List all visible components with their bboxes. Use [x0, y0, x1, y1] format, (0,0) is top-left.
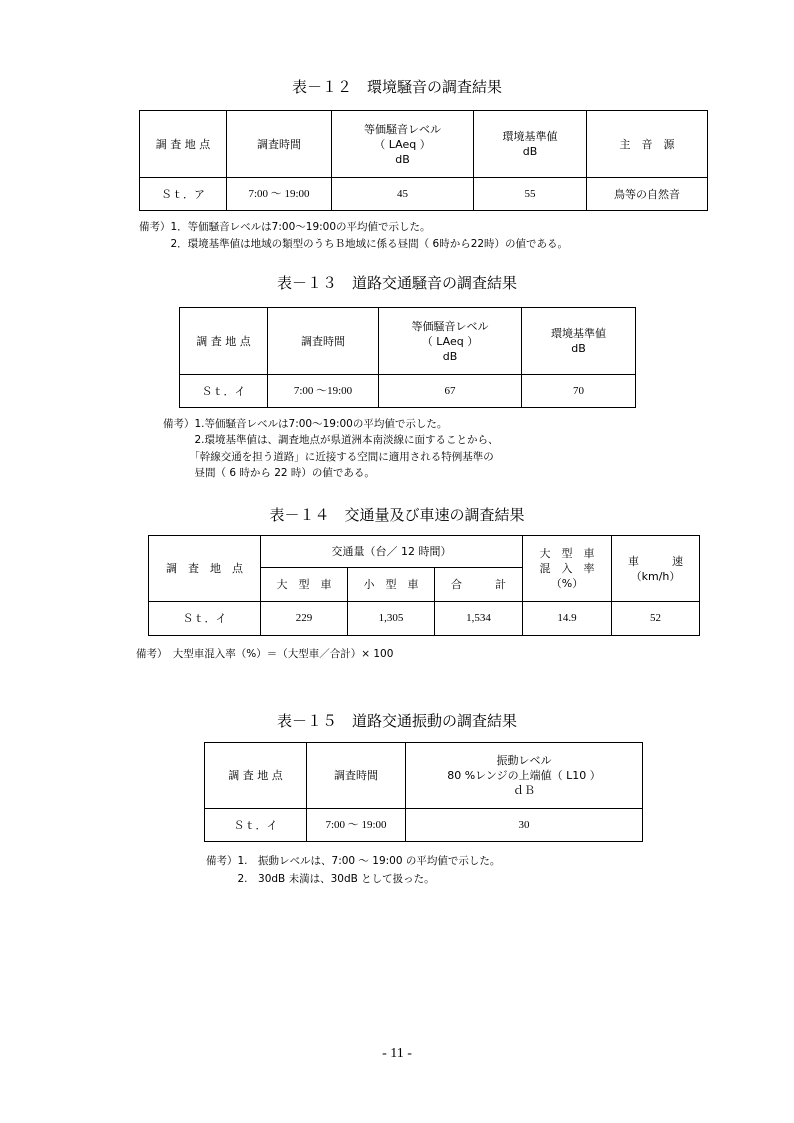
table14-header-large: 大 型 車 — [261, 568, 348, 602]
table12-cell-standard: 55 — [474, 178, 587, 211]
table12-title: 表－１２ 環境騒音の調査結果 — [291, 78, 502, 96]
table15-header-site: 調 査 地 点 — [205, 743, 307, 809]
table13-header-standard: 環境基準値 dB — [522, 308, 636, 375]
table14-cell-total: 1,534 — [435, 602, 523, 636]
table14 — [148, 535, 700, 636]
table14-header-total: 合 計 — [435, 568, 523, 602]
table13 — [179, 307, 636, 408]
table15 — [204, 742, 643, 842]
table13-cell-level: 67 — [379, 375, 522, 408]
table13-note-4: 昼間（ 6 時から 22 時）の値である。 — [163, 467, 375, 479]
table13-header-time: 調査時間 — [268, 308, 379, 375]
table13-cell-site: Ｓｔ．イ — [180, 375, 268, 408]
table14-header-site: 調 査 地 点 — [149, 536, 261, 602]
table15-title: 表－１５ 道路交通振動の調査結果 — [276, 712, 517, 730]
table12-cell-level: 45 — [332, 178, 474, 211]
table15-cell-time: 7:00 ～ 19:00 — [307, 809, 406, 842]
table13-note-3: 「幹線交通を担う道路」に近接する空間に適用される特例基準の — [163, 451, 494, 463]
table12-cell-time: 7:00 ～ 19:00 — [227, 178, 332, 211]
table14-header-ratio: 大 型 車 混 入 率 （%） — [523, 536, 612, 602]
table14-header-volume: 交通量（台／ 12 時間） — [261, 536, 523, 568]
table13-title: 表－１３ 道路交通騒音の調査結果 — [276, 274, 517, 292]
table13-note-2: 2.環境基準値は、調査地点が県道洲本南淡線に面することから、 — [163, 434, 499, 446]
table15-cell-level: 30 — [406, 809, 643, 842]
table14-cell-ratio: 14.9 — [523, 602, 612, 636]
table13-cell-standard: 70 — [522, 375, 636, 408]
table14-note: 備考） 大型車混入率（%）＝（大型車／合計）× 100 — [136, 648, 394, 660]
table13-cell-time: 7:00 ～19:00 — [268, 375, 379, 408]
table15-note-2: 2. 30dB 未満は、30dB として扱った。 — [206, 873, 435, 885]
table12-header-standard: 環境基準値 dB — [474, 111, 587, 178]
table12-header-site: 調 査 地 点 — [140, 111, 227, 178]
table14-cell-small: 1,305 — [348, 602, 435, 636]
table14-cell-large: 229 — [261, 602, 348, 636]
table12-header-source: 主 音 源 — [587, 111, 708, 178]
page-number: - 11 - — [382, 1046, 412, 1061]
table12-header-time: 調査時間 — [227, 111, 332, 178]
table12 — [139, 110, 708, 211]
table12-note-1: 備考）1．等価騒音レベルは7:00～19:00の平均値で示した。 — [139, 221, 431, 233]
table13-note-1: 備考）1.等価騒音レベルは7:00～19:00の平均値で示した。 — [163, 418, 448, 430]
table14-cell-site: Ｓｔ．イ — [149, 602, 261, 636]
table15-note-1: 備考）1. 振動レベルは、7:00 ～ 19:00 の平均値で示した。 — [206, 855, 501, 867]
table15-header-level: 振動レベル 80 %レンジの上端値（ L10 ） ｄＢ — [406, 743, 643, 809]
table15-header-time: 調査時間 — [307, 743, 406, 809]
table13-header-level: 等価騒音レベル （ LAeq ） dB — [379, 308, 522, 375]
table14-header-speed: 車 速 （km/h） — [612, 536, 700, 602]
table12-cell-source: 鳥等の自然音 — [587, 178, 708, 211]
table13-header-site: 調 査 地 点 — [180, 308, 268, 375]
table14-header-small: 小 型 車 — [348, 568, 435, 602]
table15-cell-site: Ｓｔ．イ — [205, 809, 307, 842]
table12-note-2: 2．環境基準値は地域の類型のうちＢ地域に係る昼間（ 6時から22時）の値である。 — [139, 238, 569, 250]
table12-cell-site: Ｓｔ．ア — [140, 178, 227, 211]
table12-header-level: 等価騒音レベル （ LAeq ） dB — [332, 111, 474, 178]
table14-title: 表－１４ 交通量及び車速の調査結果 — [269, 506, 525, 524]
table14-cell-speed: 52 — [612, 602, 700, 636]
